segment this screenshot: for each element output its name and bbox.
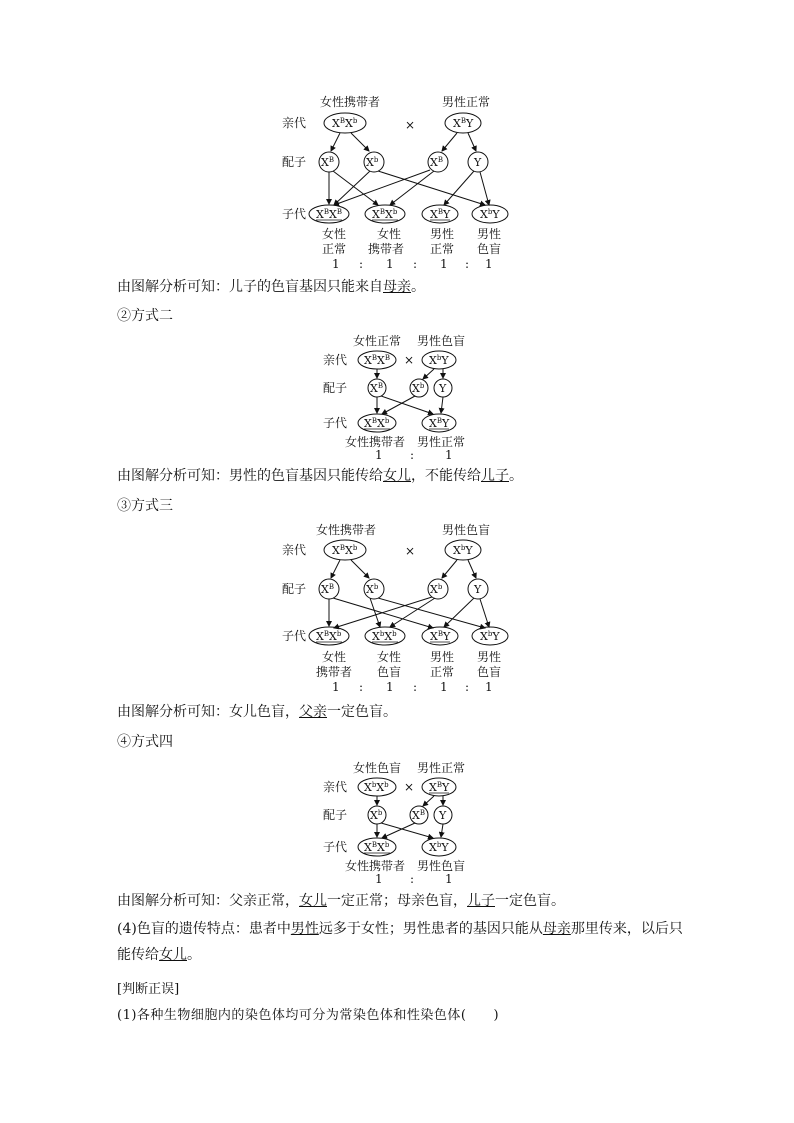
underlined-term: 父亲 [299, 704, 327, 720]
ratio-value: 1 [386, 680, 394, 694]
cross-diagram-3 [270, 518, 540, 698]
text-span: 一定色盲。 [495, 893, 565, 909]
parent-female-label: 女性携带者 [316, 523, 377, 537]
generation-label-parent: 亲代 [282, 116, 307, 130]
genotype-XBXb: $X^BX^b$ [364, 841, 390, 854]
text-span: 由图解分析可知：儿子的色盲基因只能来自 [117, 279, 383, 295]
text-span: 一定正常；母亲色盲， [327, 893, 467, 909]
arrow [468, 133, 476, 151]
gamete-Y: Y [474, 156, 482, 169]
gamete-Xb: $X^b$ [412, 382, 425, 395]
generation-label-gamete: 配子 [282, 582, 307, 596]
ratio-separator: : [359, 680, 364, 694]
ratio-separator: : [413, 680, 418, 694]
ratio-value: 1 [332, 257, 340, 271]
gamete-Y: Y [439, 809, 447, 822]
cross-diagram-4 [315, 757, 485, 887]
parent-male-label: 男性正常 [417, 761, 466, 775]
genotype-XBXb: $X^BX^b$ [364, 417, 390, 430]
offspring-label: 女性 [377, 650, 402, 664]
gamete-Y: Y [474, 583, 482, 596]
cross-diagram-2 [315, 330, 485, 460]
gamete-Xb: $X^b$ [370, 809, 383, 822]
ratio-value: 1 [440, 680, 448, 694]
underlined-term: 儿子 [481, 468, 509, 484]
offspring-label: 色盲 [377, 665, 402, 679]
ratio-value: 1 [332, 680, 340, 694]
ratio-value: 1 [485, 257, 493, 271]
text-span: 能传给 [117, 947, 159, 963]
offspring-label: 男性 [430, 650, 455, 664]
underlined-term: 女儿 [159, 947, 187, 963]
ratio-value: 1 [375, 872, 383, 886]
method-2-title: ②方式二 [117, 308, 173, 324]
cross-diagram-4-svg [315, 757, 485, 887]
text-span: 由图解分析可知：男性的色盲基因只能传给 [117, 468, 383, 484]
parent-male-label: 男性色盲 [417, 334, 466, 348]
genetic-features-line-1 [117, 918, 683, 940]
ratio-value: 1 [440, 257, 448, 271]
offspring-label: 女性 [322, 650, 347, 664]
genotype-XbXb: $X^bX^b$ [372, 630, 397, 643]
offspring-label: 女性 [377, 227, 402, 241]
parent-female-label: 女性正常 [353, 334, 402, 348]
offspring-label: 男性正常 [417, 435, 466, 449]
text-span: 一定色盲。 [327, 704, 397, 720]
cross-symbol: × [405, 118, 416, 132]
cross-diagram-3-svg [270, 518, 540, 698]
text-span: 远多于女性；男性患者的基因只能从 [318, 921, 543, 937]
conclusion-4 [117, 890, 565, 912]
underlined-term: 女儿 [383, 468, 411, 484]
generation-label-gamete: 配子 [323, 808, 348, 822]
ratio-separator: : [410, 872, 415, 886]
ratio-separator: : [465, 680, 470, 694]
offspring-label: 男性 [477, 650, 502, 664]
offspring-label: 男性色盲 [417, 859, 466, 873]
ratio-value: 1 [485, 680, 493, 694]
generation-label-gamete: 配子 [323, 381, 348, 395]
gamete-XB: $X^B$ [370, 382, 383, 395]
text-span: 。 [509, 468, 523, 484]
genotype-XBY: $X^BY$ [430, 630, 451, 643]
parent-female-label: 女性色盲 [353, 761, 402, 775]
gamete-Xb: $X^b$ [366, 156, 379, 169]
conclusion-2 [117, 465, 523, 487]
generation-label-parent: 亲代 [323, 353, 348, 367]
gamete-XB: $X^B$ [321, 156, 334, 169]
underlined-term: 母亲 [542, 921, 571, 937]
method-4-title: ④方式四 [117, 734, 173, 750]
cross-symbol: × [404, 353, 415, 367]
ratio-value: 1 [386, 257, 394, 271]
generation-label-offspring: 子代 [282, 207, 307, 221]
genotype-XbY: $X^bY$ [429, 354, 449, 367]
cross-diagram-1 [270, 90, 540, 275]
genotype-XBY: $X^BY$ [430, 208, 451, 221]
offspring-label: 正常 [430, 242, 455, 256]
ratio-value: 1 [375, 448, 383, 462]
arrow [331, 133, 340, 151]
text-span: ，不能传给 [411, 468, 481, 484]
text-span: 。 [411, 279, 425, 295]
conclusion-3 [117, 701, 397, 723]
ratio-separator: : [413, 257, 418, 271]
ratio-value: 1 [445, 872, 453, 886]
gamete-XB: $X^B$ [321, 583, 334, 596]
cross-symbol: × [404, 780, 415, 794]
method-3-title: ③方式三 [117, 498, 173, 514]
genotype-XBY: $X^BY$ [453, 117, 474, 130]
genotype-XBXb: $X^BX^b$ [332, 117, 358, 130]
question-1: (1)各种生物细胞内的染色体均可分为常染色体和性染色体( ) [117, 1008, 500, 1023]
genotype-XBY: $X^BY$ [429, 781, 450, 794]
underlined-term: 女儿 [299, 893, 327, 909]
generation-label-parent: 亲代 [282, 543, 307, 557]
cross-symbol: × [405, 544, 416, 558]
offspring-label: 色盲 [477, 242, 502, 256]
genotype-XBXB: $X^BX^B$ [364, 354, 390, 367]
ratio-separator: : [359, 257, 364, 271]
cross-diagram-2-svg [315, 330, 485, 460]
text-span: 由图解分析可知：女儿色盲， [117, 704, 299, 720]
offspring-label: 女性携带者 [345, 435, 406, 449]
text-span: (4)色盲的遗传特点：患者中 [117, 921, 291, 937]
text-span: 那里传来，以后只 [570, 921, 683, 937]
generation-label-offspring: 子代 [282, 629, 307, 643]
text-span: 由图解分析可知：父亲正常， [117, 893, 299, 909]
genotype-XbXb: $X^bX^b$ [364, 781, 389, 794]
text-span: 。 [187, 947, 201, 963]
genotype-XBY: $X^BY$ [429, 417, 450, 430]
parent-male-label: 男性色盲 [442, 523, 491, 537]
parent-male-label: 男性正常 [442, 95, 491, 109]
gamete-Xb: $X^b$ [430, 583, 443, 596]
arrow [351, 133, 369, 151]
generation-label-offspring: 子代 [323, 416, 348, 430]
ratio-separator: : [465, 257, 470, 271]
ratio-value: 1 [445, 448, 453, 462]
genotype-XbY: $X^bY$ [480, 208, 500, 221]
judge-title: [判断正误] [117, 982, 180, 997]
generation-label-offspring: 子代 [323, 840, 348, 854]
offspring-label: 男性 [477, 227, 502, 241]
genotype-XBXB: $X^BX^B$ [316, 208, 342, 221]
genotype-XbY: $X^bY$ [429, 841, 449, 854]
offspring-label: 男性 [430, 227, 455, 241]
offspring-label: 正常 [322, 242, 347, 256]
offspring-label: 女性携带者 [345, 859, 406, 873]
genotype-XBXb: $X^BX^b$ [372, 208, 398, 221]
parent-female-label: 女性携带者 [320, 95, 381, 109]
conclusion-1 [117, 276, 425, 298]
genotype-XBXb: $X^BX^b$ [332, 544, 358, 557]
underlined-term: 母亲 [383, 279, 411, 295]
generation-label-gamete: 配子 [282, 155, 307, 169]
underlined-term: 男性 [290, 921, 319, 937]
genotype-XbY: $X^bY$ [480, 630, 500, 643]
gamete-Xb: $X^b$ [366, 583, 379, 596]
offspring-label: 携带者 [316, 665, 353, 679]
genotype-XbY: $X^bY$ [453, 544, 473, 557]
underlined-term: 儿子 [467, 893, 495, 909]
gamete-XB: $X^B$ [412, 809, 425, 822]
cross-diagram-1-svg [270, 90, 540, 275]
offspring-label: 色盲 [477, 665, 502, 679]
offspring-label: 正常 [430, 665, 455, 679]
offspring-label: 携带者 [368, 242, 405, 256]
generation-label-parent: 亲代 [323, 780, 348, 794]
gamete-Y: Y [439, 382, 447, 395]
genotype-XBXb: $X^BX^b$ [316, 630, 342, 643]
genetic-features-line-2 [117, 944, 201, 966]
ratio-separator: : [410, 448, 415, 462]
offspring-label: 女性 [322, 227, 347, 241]
arrow [442, 133, 457, 151]
gamete-XB: $X^B$ [430, 156, 443, 169]
